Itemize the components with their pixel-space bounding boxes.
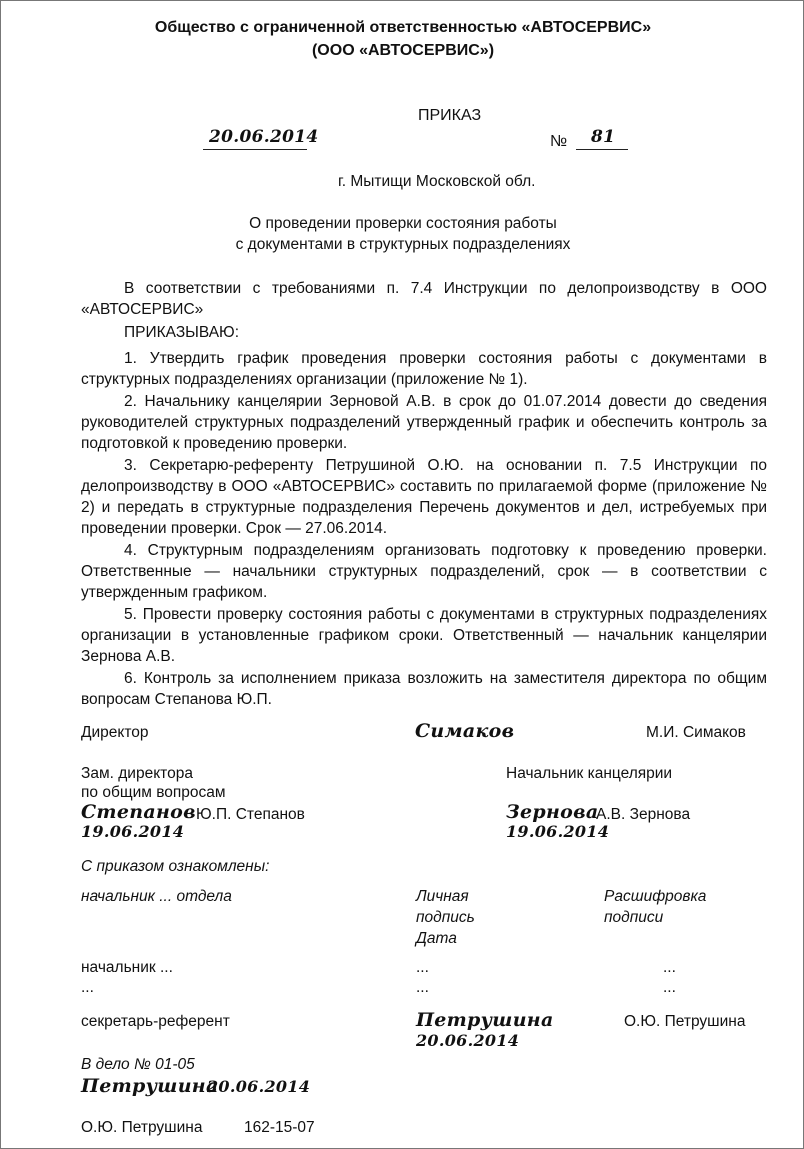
acquainted-col-decode-line2: подписи [604, 909, 664, 926]
acquainted-row2-position: ... [81, 979, 94, 996]
order-body [81, 278, 767, 710]
acquainted-row1-decode: ... [663, 959, 676, 976]
order-title: ПРИКАЗ [418, 107, 482, 124]
order-item-6: 6. Контроль за исполнением приказа возложить на заместителя директора по общим вопросам Степанова Ю.П. [81, 670, 767, 708]
acquainted-col-position: начальник ... отдела [81, 888, 232, 905]
executor-name: О.Ю. Петрушина [81, 1119, 203, 1136]
order-item-4: 4. Структурным подразделениям организовать подготовку к проведению проверки. Ответственные — начальники структурных подразделений, срок — в соответствии с утвержденным графиком. [81, 542, 767, 601]
deputy-signature: Степанов [81, 801, 196, 823]
office-head-sign-date: 19.06.2014 [506, 822, 610, 841]
acquainted-col-decode-line1: Расшифровка [604, 888, 707, 905]
order-subject-line2: с документами в структурных подразделениях [235, 236, 571, 253]
acquainted-col-signature-line1: Личная [416, 888, 469, 905]
order-item-5: 5. Провести проверку состояния работы с документами в структурных подразделениях организации в установленные графиком сроки. Ответственный — начальник канцелярии Зернова А.В. [81, 606, 767, 665]
deputy-title-line1: Зам. директора [81, 765, 193, 782]
acquainted-col-signature-line2: подпись [416, 909, 475, 926]
preamble: В соответствии с требованиями п. 7.4 Инструкции по делопроизводству в ООО «АВТОСЕРВИС» [81, 280, 767, 318]
file-mark-date: 20.06.2014 [207, 1077, 311, 1096]
acquainted-row1-signature: ... [416, 959, 429, 976]
director-signature: Симаков [415, 720, 515, 742]
director-name: М.И. Симаков [646, 724, 746, 741]
office-head-title: Начальник канцелярии [506, 765, 673, 782]
order-number-underline [576, 149, 628, 150]
director-title: Директор [81, 724, 149, 741]
acquainted-heading: С приказом ознакомлены: [81, 858, 270, 875]
acquainted-row2-signature: ... [416, 979, 429, 996]
organization-full-name: Общество с ограниченной ответственностью «АВТОСЕРВИС» [154, 19, 652, 36]
order-item-3: 3. Секретарю-референту Петрушиной О.Ю. на основании п. 7.5 Инструкции по делопроизводству в ООО «АВТОСЕРВИС» составить по прилагаемой форме (приложение № 2) и передать в структурные подразделения Перечень документов и дел, истребуемых при проведении проверки. Срок — 27.06.2014. [81, 457, 767, 537]
order-item-1: 1. Утвердить график проведения проверки состояния работы с документами в структурных подразделениях организации (приложение № 1). [81, 350, 767, 388]
secretary-signature: Петрушина [416, 1009, 554, 1031]
deputy-name: Ю.П. Степанов [196, 806, 305, 823]
secretary-sign-date: 20.06.2014 [416, 1031, 520, 1050]
order-date-underline [203, 149, 307, 150]
order-item-2: 2. Начальнику канцелярии Зерновой А.В. в срок до 01.07.2014 довести до сведения руководителей структурных подразделений утвержденный график и обеспечить контроль за подготовкой к проведению проверки. [81, 393, 767, 452]
acquainted-row2-decode: ... [663, 979, 676, 996]
secretary-title: секретарь-референт [81, 1013, 230, 1030]
office-head-name: А.В. Зернова [596, 806, 691, 823]
file-mark-signature: Петрушина [81, 1075, 219, 1097]
file-mark: В дело № 01-05 [81, 1056, 195, 1073]
organization-short-name: (ООО «АВТОСЕРВИС») [311, 42, 495, 59]
executor-phone: 162-15-07 [244, 1119, 315, 1136]
order-date: 20.06.2014 [209, 127, 319, 147]
order-place: г. Мытищи Московской обл. [338, 173, 536, 190]
acquainted-row1-position: начальник ... [81, 959, 173, 976]
deputy-title-line2: по общим вопросам [81, 784, 226, 801]
secretary-name: О.Ю. Петрушина [624, 1013, 746, 1030]
order-word: ПРИКАЗЫВАЮ: [124, 324, 240, 341]
order-number: 81 [591, 127, 616, 147]
deputy-sign-date: 19.06.2014 [81, 822, 185, 841]
order-subject-line1: О проведении проверки состояния работы [249, 215, 557, 232]
office-head-signature: Зернова [506, 801, 599, 823]
acquainted-col-signature-line3: Дата [416, 930, 457, 947]
order-number-label: № [550, 133, 568, 150]
